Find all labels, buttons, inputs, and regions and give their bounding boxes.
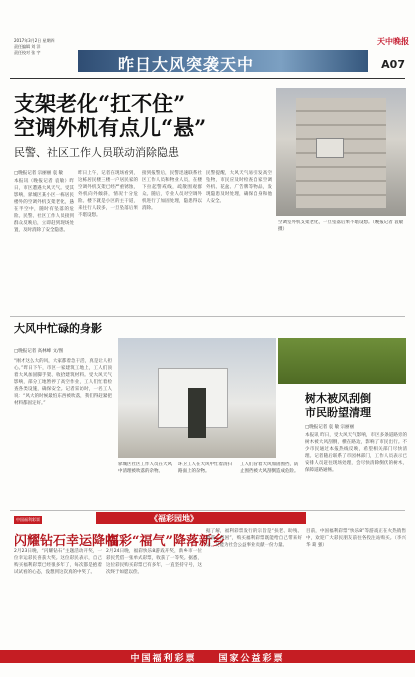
lottery-section-label: 《福彩园地》: [150, 514, 198, 523]
lottery-body3: 据了解，福利彩票发行的宗旨是“扶老、助残、救孤、济困”，购买福利彩票既能给自己带来好运，又能为社会公益事业贡献一份力量。: [206, 529, 302, 548]
lottery-body1: 2月23日晚，“闪耀钻石”主题活动开奖，一位幸运彩民喜获大奖。这位彩民表示，自己购买福利彩票已经很多年了，每次都是抱着试试看的心态，没想到这次真的中奖了。: [14, 549, 102, 575]
story-three-headline: 树木被风刮倒 市民盼望清理: [305, 392, 371, 419]
lottery-headline1: 闪耀钻石幸运降临: [14, 534, 119, 549]
lead-body-col4: 民警提醒，大风天气易引发高空坠物，市民应及时检查自家空调外机、花盆、广告牌等物品，发现隐患及时处理，确保自身和他人安全。: [206, 171, 272, 204]
story-two-photo-side: [278, 338, 406, 384]
lead-body-col1: 本报讯（晚报记者 袁敏）昨日，市区遭遇大风天气。受其影响，驿城区某小区一栋居民楼外的空调外机支架老化，悬在半空中，随时有坠落的危险。民警、社区工作人员接到群众反映后，立即赶到现场处置，及时消除了安全隐患。: [14, 179, 74, 233]
lead-photo: [276, 88, 406, 216]
story-two-caption3: 工人们冒着大风加固围挡，防止围挡被大风刮倒造成危险。: [240, 462, 299, 474]
lead-headline: 支架老化“扛不住” 空调外机有点儿“悬”: [14, 91, 207, 140]
lottery-logo: 中国福利彩票: [16, 517, 40, 522]
story-two-photo-main: [118, 338, 276, 458]
story-two-body: “刚才这么大的风，大家都着急干活，真是让人担心。”昨日下午，市区一家建筑工地上，工人们顶着大风加固脚手架、收拾建筑材料。受大风天气影响，部分工地暂停了高空作业，工人们忙着检查各类设施，确保安全。记者采访时，一名工人说：“风大的时候最怕东西被吹落，我们得赶紧把材料都固定好。”: [14, 359, 112, 406]
lead-byline: □晚报记者 宗丽丽 袁 敏: [14, 171, 64, 176]
lead-subhead: 民警、社区工作人员联动消除隐患: [14, 146, 179, 159]
header-rule: [10, 78, 405, 79]
paper-logo: 天中晚报: [377, 36, 409, 46]
section-banner: [78, 50, 368, 72]
proof-credit: 责任校对 张 宇: [14, 50, 41, 55]
issue-date: 2017年3月2日 星期四: [14, 38, 55, 43]
lottery-body2: 2月24日晚，福彩快乐8游戏开奖，新乡市一位彩民凭借一张单式彩票，收获了一等奖。据悉，这位彩民购买彩票已有多年，一直坚持守号，这次终于如愿以偿。: [106, 549, 202, 575]
lead-photo-caption: 空调室外机支架老化，一旦坠落后果不堪设想。（晚报记者 袁敏 摄）: [278, 220, 404, 232]
banner-title: 昨日大风突袭天中: [118, 55, 255, 72]
lottery-footer-text: 中国福利彩票 国家公益彩票: [130, 654, 285, 664]
story-two-headline: 大风中忙碌的身影: [14, 322, 102, 335]
page-number: A07: [381, 58, 405, 71]
story-two-byline: □晚报记者 高林峰 文/图: [14, 349, 64, 354]
lottery-section-bar: [96, 512, 306, 524]
story-two-caption1: 驿城区社区工作人员在大风中清理被吹落的杂物。: [118, 462, 172, 474]
story-two-caption2: 环卫工人在大风中忙着清扫路面上的杂物。: [178, 462, 232, 474]
lead-body-col2: 昨日上午，记者在现场看到，这栋居民楼三楼一户居民家的空调外机支架已经严重锈蚀，外机向外倾斜，情况十分危险。楼下就是小区的主干道，来往行人较多，一旦坠落后果不堪设想。: [78, 171, 138, 218]
story-three-byline: □晚报记者 袁 敏 宗丽丽: [305, 425, 355, 430]
story-three-body: 本报讯 昨日，受大风天气影响，市区多条道路旁的树木被大风刮倒，横在路边，影响了市民出行。不少市民通过本报热线反映，希望相关部门尽快清理。记者随后联系了市园林部门，工作人员表示已安排人员赶往现场处理，会尽快清除倒伏的树木，保障道路通畅。: [305, 433, 407, 473]
lottery-body4: 目前，中国福利彩票“快乐8”等游戏正在火热销售中，欢迎广大彩民朋友前往各投注站购买。（李兴华 葛 强）: [306, 529, 406, 548]
lead-body-col3: 接到报警后，民警迅速联系社区工作人员和物业人员，在楼下拉起警戒线，疏散围观群众。随后，专业人员对空调外机进行了加固处理，隐患得以消除。: [142, 171, 202, 211]
editor-credit: 责任编辑 刘 洋: [14, 44, 41, 49]
lottery-headline2: 福彩“福气”降落新乡: [106, 534, 225, 549]
divider-lottery: [10, 510, 405, 511]
divider: [10, 316, 405, 317]
